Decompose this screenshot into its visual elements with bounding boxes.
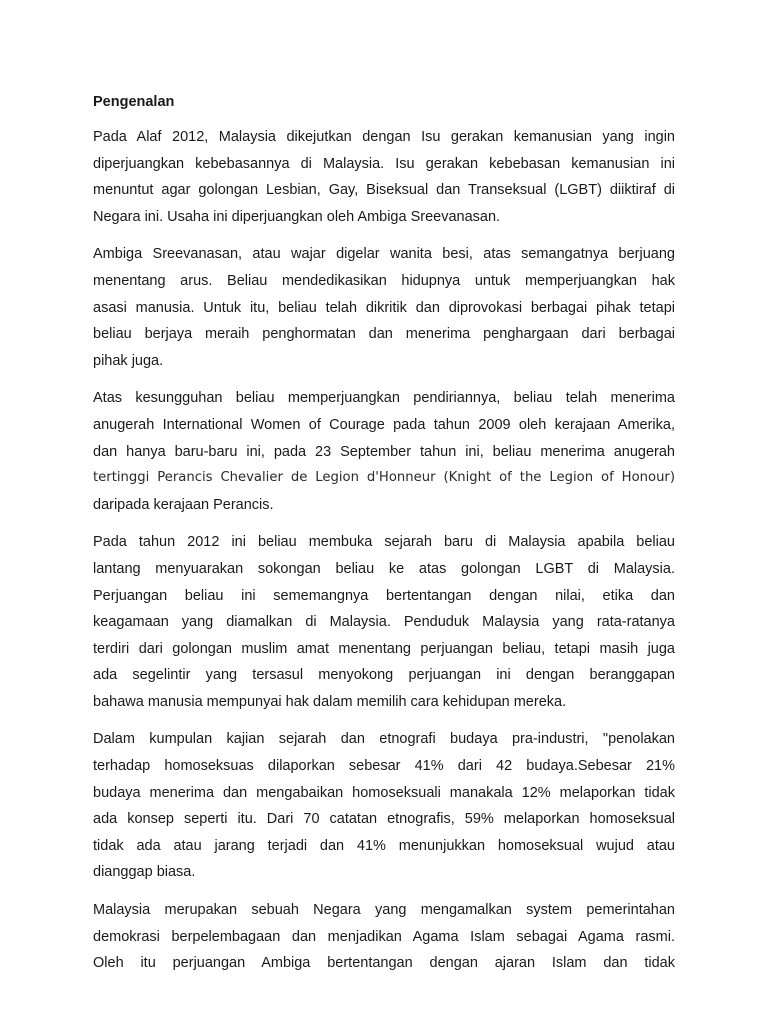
text-line: terdiri dari golongan muslim amat menentang perjuangan beliau, tetapi masih juga	[93, 640, 675, 657]
text-line: keagamaan yang diamalkan di Malaysia. Penduduk Malaysia yang rata-ratanya	[93, 614, 675, 631]
text-line: beliau berjaya meraih penghormatan dan menerima penghargaan dari berbagai	[93, 326, 675, 343]
text-line: Atas kesungguhan beliau memperjuangkan pendiriannya, beliau telah menerima	[93, 390, 675, 407]
text-line: dianggap biasa.	[93, 864, 196, 881]
text-line: Oleh itu perjuangan Ambiga bertentangan dengan ajaran Islam dan tidak	[93, 955, 675, 972]
text-line: terhadap homoseksuas dilaporkan sebesar 41% dari 42 budaya.Sebesar 21%	[93, 758, 675, 775]
section-heading: Pengenalan	[93, 94, 175, 110]
text-line: menuntut agar golongan Lesbian, Gay, Biseksual dan Transeksual (LGBT) diiktiraf di	[93, 182, 675, 199]
text-line: Dalam kumpulan kajian sejarah dan etnografi budaya pra-industri, "penolakan	[93, 731, 675, 748]
text-line: Pada Alaf 2012, Malaysia dikejutkan dengan Isu gerakan kemanusian yang ingin	[93, 129, 675, 145]
paragraph-2	[93, 241, 675, 374]
text-line: ada segelintir yang tersasul menyokong perjuangan ini dengan beranggapan	[93, 667, 675, 684]
text-line: diperjuangkan kebebasannya di Malaysia. Isu gerakan kebebasan kemanusian ini	[93, 155, 675, 172]
text-line: menentang arus. Beliau mendedikasikan hidupnya untuk memperjuangkan hak	[93, 272, 675, 289]
paragraph-1	[93, 124, 675, 230]
paragraph-5	[93, 726, 675, 886]
text-line: demokrasi berpelembagaan dan menjadikan Agama Islam sebagai Agama rasmi.	[93, 928, 675, 945]
text-line: dan hanya baru-baru ini, pada 23 September tahun ini, beliau menerima anugerah	[93, 443, 675, 460]
text-line: tertinggi Perancis Chevalier de Legion d'Honneur (Knight of the Legion of Honour)	[93, 470, 675, 486]
text-line: tidak ada atau jarang terjadi dan 41% menunjukkan homoseksual wujud atau	[93, 837, 675, 854]
text-line: pihak juga.	[93, 352, 164, 369]
document-page	[93, 92, 675, 988]
text-line: Pada tahun 2012 ini beliau membuka sejarah baru di Malaysia apabila beliau	[93, 534, 675, 551]
text-line: bahawa manusia mempunyai hak dalam memilih cara kehidupan mereka.	[93, 693, 567, 710]
text-line: anugerah International Women of Courage pada tahun 2009 oleh kerajaan Amerika,	[93, 416, 675, 433]
text-line: Negara ini. Usaha ini diperjuangkan oleh Ambiga Sreevanasan.	[93, 208, 501, 225]
text-line: daripada kerajaan Perancis.	[93, 496, 274, 513]
text-line: Ambiga Sreevanasan, atau wajar digelar wanita besi, atas semangatnya berjuang	[93, 246, 675, 263]
text-line: lantang menyuarakan sokongan beliau ke atas golongan LGBT di Malaysia.	[93, 560, 675, 577]
text-line: Perjuangan beliau ini sememangnya bertentangan dengan nilai, etika dan	[93, 587, 675, 604]
text-line: ada konsep seperti itu. Dari 70 catatan etnografis, 59% melaporkan homoseksual	[93, 811, 675, 828]
text-line: Malaysia merupakan sebuah Negara yang mengamalkan system pemerintahan	[93, 902, 675, 919]
paragraph-6	[93, 897, 675, 977]
text-line: budaya menerima dan mengabaikan homoseksuali manakala 12% melaporkan tidak	[93, 784, 675, 801]
paragraph-3	[93, 385, 675, 518]
text-line: asasi manusia. Untuk itu, beliau telah dikritik dan diprovokasi berbagai pihak tetapi	[93, 299, 675, 316]
paragraph-4	[93, 529, 675, 715]
